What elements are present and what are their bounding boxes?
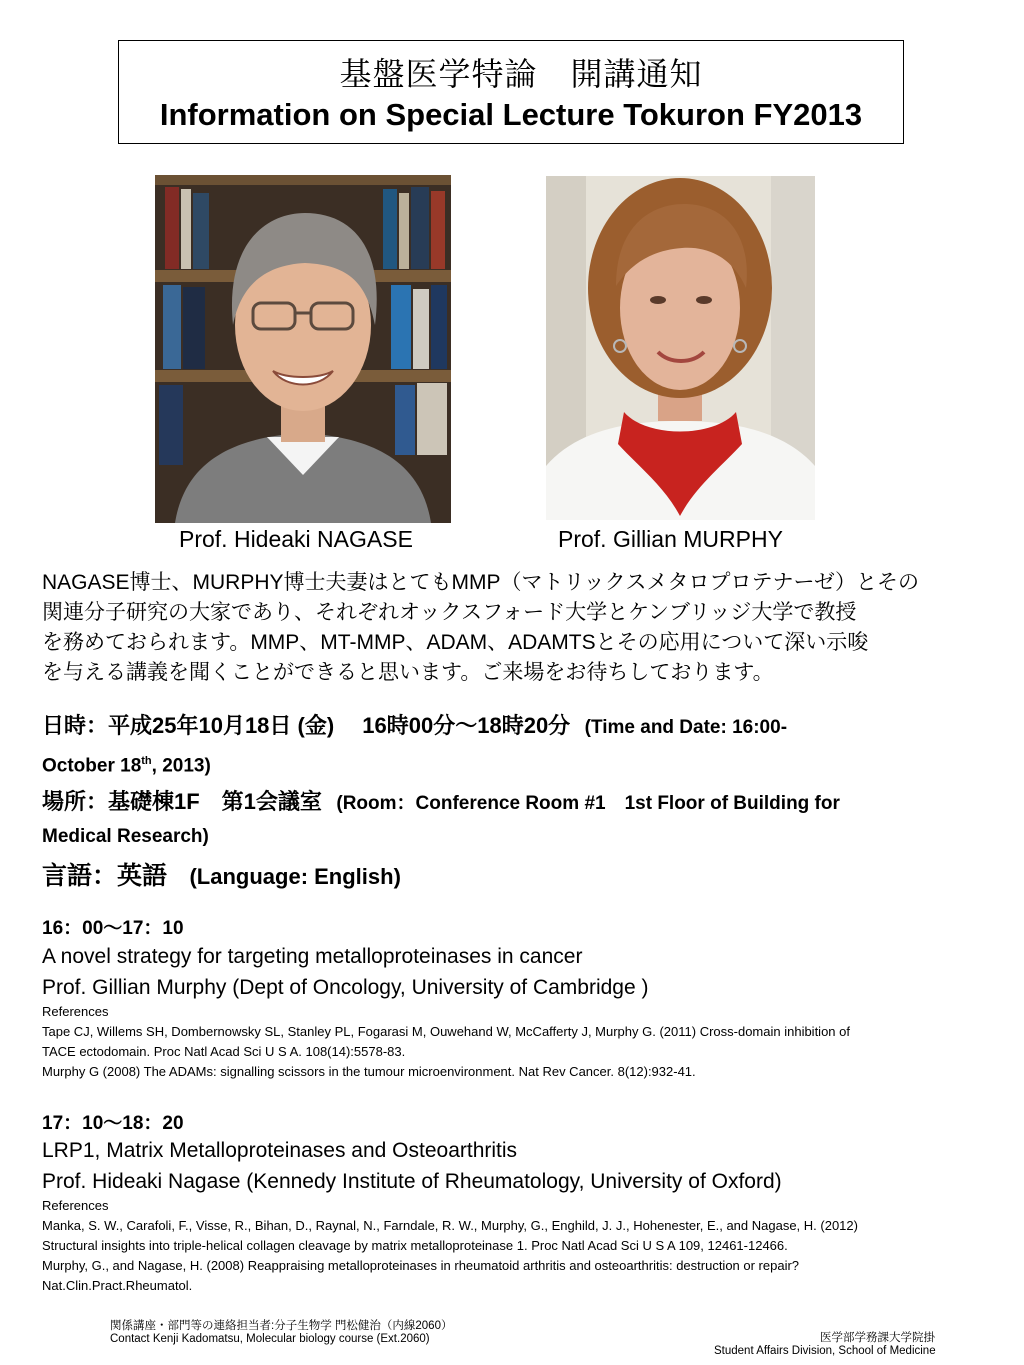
footer-contact-en: Contact Kenji Kadomatsu, Molecular biology course (Ext.2060) [110,1333,430,1345]
footer-contact-jp: 関係講座・部門等の連絡担当者:分子生物学 門松健治（内線2060） [110,1320,453,1332]
reference-line: Murphy, G., and Nagase, H. (2008) Reappraising metalloproteinases in rheumatoid arthritis and osteoarthritis: destruction or repair? [42,1258,800,1273]
language-info [42,858,982,898]
intro-line: 関連分子研究の大家であり、それぞれオックスフォード大学とケンブリッジ大学で教授 [42,601,857,624]
title-english: Information on Special Lecture Tokuron FY2013 [159,97,863,132]
reference-line: Nat.Clin.Pract.Rheumatol. [42,1278,193,1293]
lecture1-block [42,941,982,1003]
place-japanese: 場所：基礎棟1F 第1会議室 [42,789,322,814]
references-label: References [42,1004,109,1019]
language-japanese: 言語：英語 [42,862,168,890]
footer-office-jp: 医学部学務課大学院掛 [820,1332,935,1344]
date-time-info [42,710,982,782]
intro-line: を与える講義を聞くことができると思います。ご来場をお待ちしております。 [42,661,774,684]
place-info [42,786,982,853]
lecture1-speaker: Prof. Gillian Murphy (Dept of Oncology, University of Cambridge ) [42,976,649,999]
place-english-cont: Medical Research) [42,826,209,847]
lecture2-speaker: Prof. Hideaki Nagase (Kennedy Institute of Rheumatology, University of Oxford) [42,1170,782,1193]
place-english: (Room：Conference Room #1 1st Floor of Building for [336,793,840,814]
date-english-year: , 2013) [151,755,211,777]
references-label: References [42,1198,109,1213]
title-japanese: 基盤医学特論 開講通知 [339,56,703,92]
lecture2-title: LRP1, Matrix Metalloproteinases and Osteoarthritis [42,1139,518,1162]
date-japanese: 日時：平成25年10月18日 (金) 16時00分～18時20分 [42,713,571,738]
lecture1-title: A novel strategy for targeting metalloproteinases in cancer [42,945,583,968]
lecture1-time: 16：00～17：10 [42,918,184,939]
portrait-man-icon [155,175,451,523]
reference-line: Murphy G (2008) The ADAMs: signalling scissors in the tumour microenvironment. Nat Rev Cancer. 8(12):932-41. [42,1064,696,1079]
caption-murphy: Prof. Gillian MURPHY [558,526,783,552]
date-english: (Time and Date: 16:00- [584,717,788,738]
date-english-month: October 18 [42,755,142,777]
lecture1-references [42,1002,992,1082]
reference-line: Tape CJ, Willems SH, Dombernowsky SL, Stanley PL, Fogarasi M, Ouwehand W, McCafferty J, Murphy G. (2011) Cross-domain inhibition of [42,1024,850,1039]
photo-hideaki-nagase [155,175,451,523]
intro-paragraph [42,568,972,688]
lecture2-block [42,1135,982,1197]
caption-nagase: Prof. Hideaki NAGASE [179,526,413,552]
footer-office-en: Student Affairs Division, School of Medicine [714,1345,936,1357]
reference-line: Manka, S. W., Carafoli, F., Visse, R., Bihan, D., Raynal, N., Farndale, R. W., Murphy, G., Enghild, J. J., Hohenester, E., and Nagase, H. (2012) [42,1218,858,1233]
intro-line: を務めておられます。MMP、MT-MMP、ADAM、ADAMTSとその応用について深い示唆 [42,631,869,654]
language-english: (Language: English) [189,864,401,889]
portrait-woman-icon [546,176,815,520]
date-suffix: th [141,755,152,767]
intro-line: NAGASE博士、MURPHY博士夫妻はとてもMMP（マトリックスメタロプロテナーゼ）とその [42,571,920,594]
reference-line: TACE ectodomain. Proc Natl Acad Sci U S A. 108(14):5578-83. [42,1044,406,1059]
reference-line: Structural insights into triple-helical collagen cleavage by matrix metalloproteinase 1. Proc Natl Acad Sci U S A 109, 12461-12466. [42,1238,788,1253]
lecture2-references [42,1196,992,1296]
title-box [118,40,904,144]
photo-gillian-murphy [546,176,815,520]
lecture2-time: 17：10～18：20 [42,1113,184,1134]
